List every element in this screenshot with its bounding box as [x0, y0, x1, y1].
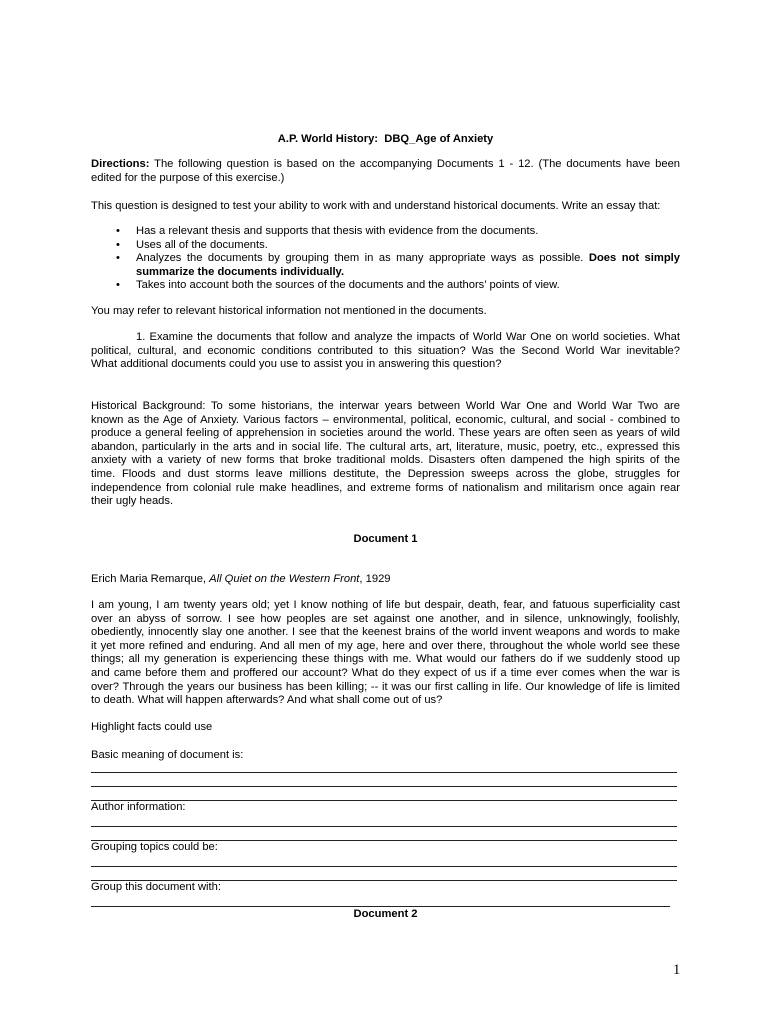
question-line: What additional documents could you use to assist you in answering this question?: [91, 358, 502, 371]
list-item: [91, 239, 680, 253]
source-author: Erich Maria Remarque,: [91, 573, 210, 585]
refer-note: You may refer to relevant historical information not mentioned in the documents.: [91, 305, 487, 317]
quote-line: I am young, I am twenty years old; yet I know nothing of life but despair, death, fear, and fatuous superficiality cast: [91, 599, 680, 611]
source-year: , 1929: [359, 573, 391, 585]
bullet-marker: •: [116, 279, 120, 292]
answer-line: [91, 772, 677, 773]
directions-line: [91, 158, 680, 172]
quote-line: over? Through the years our business has been killing; -- it was our first calling in life. Our knowledge of life is limited: [91, 680, 680, 693]
document-1-source: [91, 573, 680, 587]
answer-line: [91, 786, 677, 787]
directions-paragraph: [91, 158, 680, 185]
question-line: 1. Examine the documents that follow and analyze the impacts of World War One on world societies. What: [136, 331, 680, 343]
directions-line: edited for the purpose of this exercise.): [91, 171, 285, 184]
list-item-emphasis: summarize the documents individually.: [136, 265, 345, 278]
list-item-emphasis: Does not simply: [588, 252, 680, 265]
group-with-prompt: Group this document with:: [91, 881, 221, 893]
page-title: A.P. World History: DBQ_Age of Anxiety: [277, 133, 494, 145]
bullet-marker: •: [116, 252, 120, 265]
background-line: independence from colonial rule make headlines, and extreme forms of nationalism and militarism once again rear: [91, 481, 680, 494]
answer-line: [91, 866, 677, 867]
background-line: Historical Background: To some historians, the interwar years between World War One and World War Two are: [91, 400, 680, 412]
background-line: anxiety with a variety of new forms that broke traditional molds. Disasters often dampened the high spirits of the: [91, 454, 680, 467]
quote-line: obediently, innocently slay one another. I see that the keenest brains of the world invent weapons and words to make: [91, 626, 680, 639]
background-line: produce a general feeling of apprehension in societies around the world. These years are often seen as years of wild: [91, 427, 680, 440]
quote-line: and came before them and proffered our account? What do they expect of us if a time ever comes when the war is: [91, 666, 680, 679]
directions-text: The following question is based on the accompanying Documents 1 - 12. (The documents have been: [154, 158, 681, 170]
answer-line: [91, 906, 670, 907]
list-item-text: Analyzes the documents by grouping them in as many appropriate ways as possible.: [136, 252, 584, 265]
document-2-heading: Document 2: [353, 908, 418, 920]
bullet-marker: •: [116, 225, 120, 237]
list-item-text: Takes into account both the sources of the documents and the authors’ points of view.: [136, 279, 560, 292]
question-line: political, cultural, and economic conditions contributed to this situation? Was the Second World War inevitable?: [91, 344, 680, 357]
quote-line: over an abyss of sorrow. I see how peoples are set against one another, and in silence, unknowingly, foolishly,: [91, 612, 680, 625]
list-item: [91, 279, 680, 293]
document-1-heading: Document 1: [353, 533, 418, 545]
list-item-text: Has a relevant thesis and supports that thesis with evidence from the documents.: [136, 225, 539, 237]
meaning-prompt: Basic meaning of document is:: [91, 749, 244, 761]
author-prompt: Author information:: [91, 801, 186, 813]
list-item-line: [136, 266, 680, 280]
source-work-title: All Quiet on the Western Front: [209, 573, 360, 585]
directions-label: Directions:: [91, 158, 150, 170]
historical-background-paragraph: [91, 400, 680, 509]
requirements-list: [91, 225, 680, 293]
list-item: [91, 252, 680, 279]
background-line: known as the Age of Anxiety. Various factors – environmental, political, economic, cultural, and social - combined to: [91, 413, 680, 426]
quote-line: it yet more refined and enduring. And all men of my age, here and over there, throughout the whole world see these: [91, 639, 680, 652]
intro-paragraph: This question is designed to test your ability to work with and understand historical documents. Write an essay that:: [91, 200, 661, 212]
list-item-line: [136, 252, 680, 266]
grouping-prompt: Grouping topics could be:: [91, 841, 218, 853]
list-item-text: Uses all of the documents.: [136, 238, 268, 251]
document-1-quote: [91, 599, 680, 708]
background-line: time. Floods and dust storms leave millions destitute, the Depression sweeps across the globe, struggles for: [91, 467, 680, 480]
list-item: [91, 225, 680, 239]
question-paragraph: [91, 331, 680, 372]
answer-line: [91, 826, 677, 827]
quote-line: to death. What will happen afterwards? And what shall come out of us?: [91, 694, 443, 707]
background-line: their ugly heads.: [91, 495, 174, 508]
quote-line: things; all my generation is experiencing these things with me. What would our fathers do if we suddenly stood up: [91, 653, 680, 666]
bullet-marker: •: [116, 238, 120, 251]
highlight-prompt: Highlight facts could use: [91, 721, 213, 733]
page-number: 1: [673, 962, 681, 978]
background-line: abandon, particularly in the arts and in social life. The cultural arts, art, literature, music, poetry, etc., expressed this: [91, 440, 680, 453]
